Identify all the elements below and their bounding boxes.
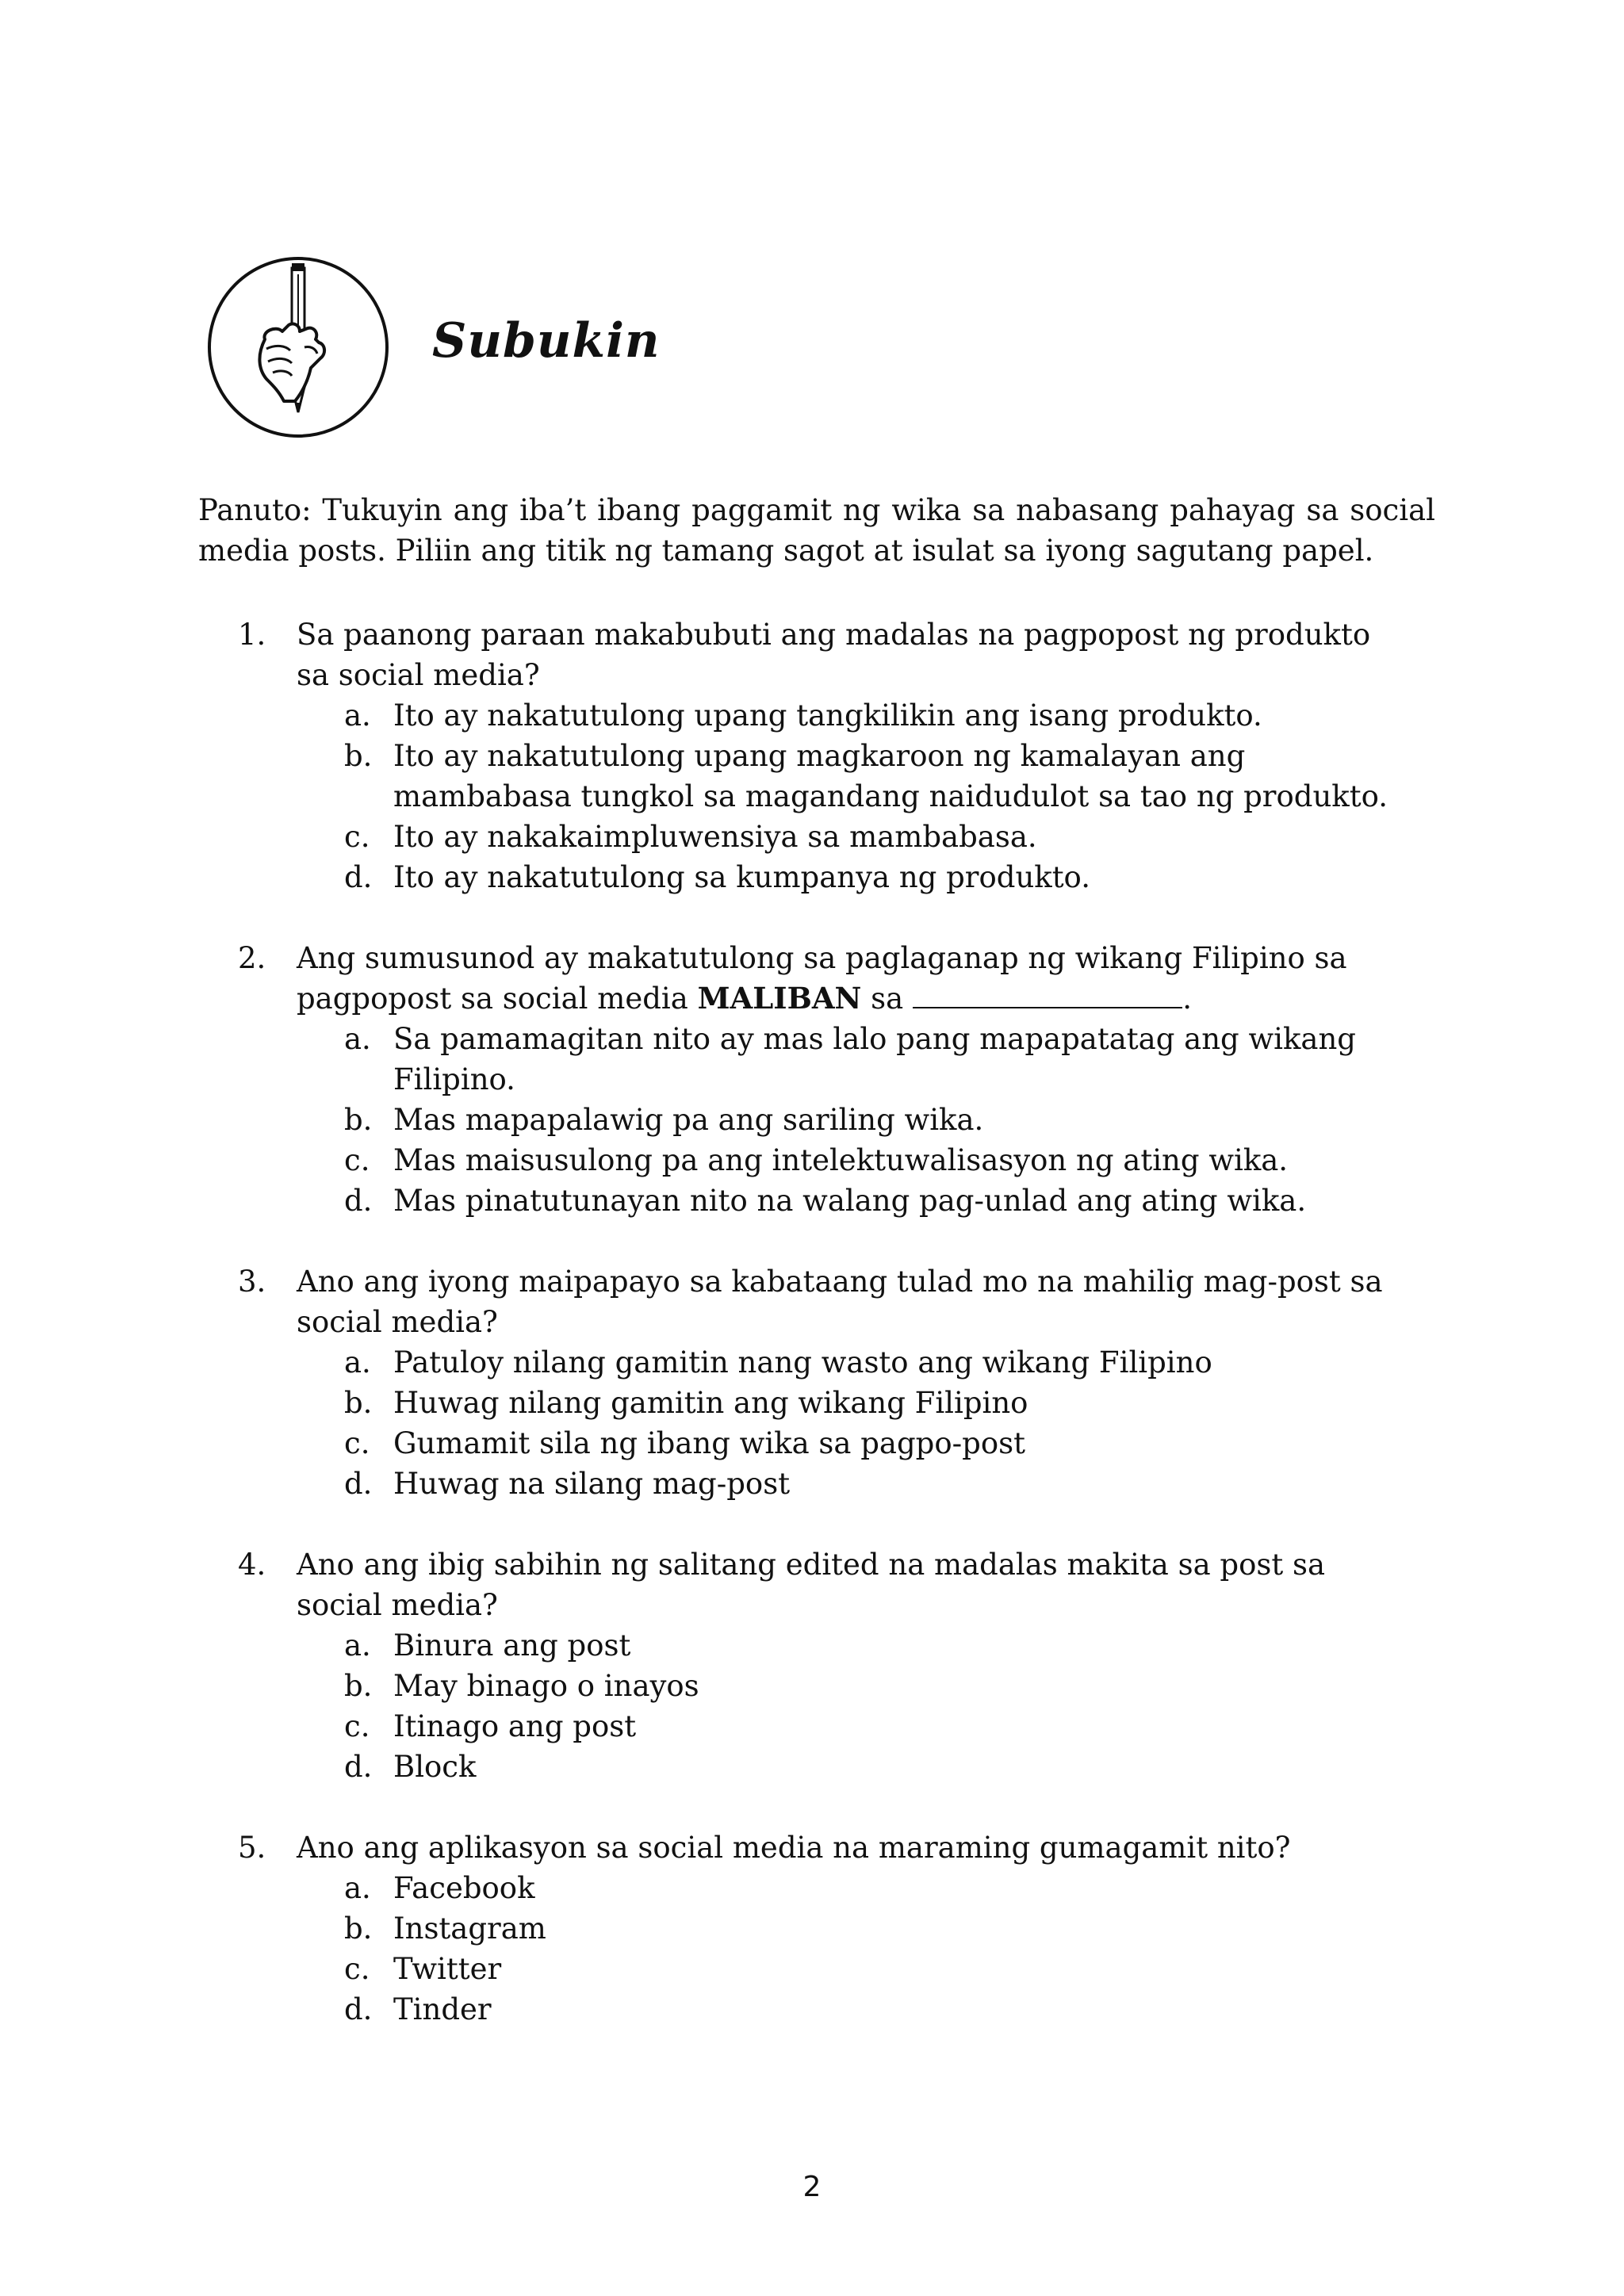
choice-d	[344, 1464, 1451, 1504]
choice-letter: d.	[344, 1992, 373, 2026]
choice-letter: b.	[344, 1669, 373, 1703]
choice-letter: b.	[344, 1386, 373, 1420]
choice-letter: d.	[344, 1467, 373, 1501]
choice-letter: b.	[344, 1911, 373, 1946]
hand-holding-pencil-icon	[200, 246, 396, 449]
choice-text: Block	[393, 1750, 477, 1784]
choice-list	[238, 1625, 1451, 1787]
choice-letter: b.	[344, 739, 373, 773]
question-number: 4.	[238, 1548, 266, 1582]
section-title: Subukin	[432, 313, 661, 369]
choice-b	[344, 1100, 1451, 1140]
question-3	[238, 1261, 1451, 1504]
choice-letter: d.	[344, 860, 373, 894]
choice-d	[344, 1989, 1451, 2030]
choice-d	[344, 1747, 1451, 1787]
answer-blank	[913, 978, 1182, 1008]
choice-letter: a.	[344, 1628, 371, 1663]
choice-letter: d.	[344, 1184, 373, 1218]
question-list	[238, 614, 1451, 2070]
question-text: Ano ang aplikasyon sa social media na maraming gumagamit nito?	[297, 1831, 1291, 1865]
choice-text: Twitter	[393, 1952, 502, 1986]
choice-letter: a.	[344, 1871, 371, 1905]
choice-text: Mas mapapalawig pa ang sariling wika.	[393, 1103, 984, 1137]
question-2	[238, 938, 1451, 1221]
question-number: 2.	[238, 941, 266, 975]
choice-b	[344, 1383, 1451, 1423]
choice-c	[344, 817, 1451, 857]
choice-letter: b.	[344, 1103, 373, 1137]
choice-text: Ito ay nakatutulong upang tangkilikin ang isang produkto.	[393, 698, 1262, 733]
choice-list	[238, 1868, 1451, 2030]
choice-text: Ito ay nakakaimpluwensiya sa mambabasa.	[393, 820, 1037, 854]
choice-text: Instagram	[393, 1911, 546, 1946]
question-text	[297, 938, 1407, 1019]
choice-text: May binago o inayos	[393, 1669, 699, 1703]
question-text-end: .	[1182, 982, 1192, 1016]
choice-letter: a.	[344, 1345, 371, 1380]
choice-c	[344, 1949, 1451, 1989]
choice-letter: d.	[344, 1750, 373, 1784]
choice-a	[344, 1019, 1392, 1100]
choice-letter: a.	[344, 698, 371, 733]
choice-text: Huwag nilang gamitin ang wikang Filipino	[393, 1386, 1028, 1420]
choice-a	[344, 695, 1451, 736]
choice-letter: c.	[344, 1426, 370, 1460]
choice-list	[238, 695, 1451, 897]
choice-text: Tinder	[393, 1992, 492, 2026]
instructions: Panuto: Tukuyin ang iba’t ibang paggamit ng wika sa nabasang pahayag sa social media posts. Piliin ang titik ng tamang sagot at isulat sa iyong sagutang papel.	[198, 493, 1435, 568]
choice-text: Ito ay nakatutulong upang magkaroon ng kamalayan ang mambabasa tungkol sa magandang naidudulot sa tao ng produkto.	[393, 739, 1388, 813]
choice-text: Facebook	[393, 1871, 535, 1905]
question-number: 5.	[238, 1831, 266, 1865]
question-text-start: Ang sumusunod ay makatutulong sa paglaganap ng wikang Filipino sa pagpopost sa social media	[297, 941, 1347, 1016]
choice-letter: a.	[344, 1022, 371, 1056]
choice-letter: c.	[344, 1709, 370, 1743]
choice-text: Ito ay nakatutulong sa kumpanya ng produkto.	[393, 860, 1090, 894]
choice-d	[344, 857, 1451, 897]
choice-list	[238, 1342, 1451, 1504]
question-text: Ano ang ibig sabihin ng salitang edited na madalas makita sa post sa social media?	[297, 1548, 1326, 1622]
choice-text: Binura ang post	[393, 1628, 631, 1663]
emphasis-keyword: MALIBAN	[697, 981, 862, 1016]
choice-d	[344, 1181, 1451, 1221]
question-4	[238, 1544, 1451, 1787]
choice-letter: c.	[344, 1952, 370, 1986]
question-text: Ano ang iyong maipapayo sa kabataang tulad mo na mahilig mag-post sa social media?	[297, 1265, 1383, 1339]
question-text-mid: sa	[871, 982, 904, 1016]
choice-text: Huwag na silang mag-post	[393, 1467, 791, 1501]
question-text: Sa paanong paraan makabubuti ang madalas na pagpopost ng produkto sa social media?	[297, 618, 1371, 692]
choice-b	[344, 736, 1424, 817]
choice-c	[344, 1140, 1451, 1181]
choice-c	[344, 1423, 1451, 1464]
choice-b	[344, 1908, 1451, 1949]
choice-text: Sa pamamagitan nito ay mas lalo pang mapapatatag ang wikang Filipino.	[393, 1022, 1356, 1096]
choice-text: Patuloy nilang gamitin nang wasto ang wikang Filipino	[393, 1345, 1212, 1380]
choice-letter: c.	[344, 1143, 370, 1177]
question-1	[238, 614, 1451, 897]
choice-c	[344, 1706, 1451, 1747]
choice-text: Mas pinatutunayan nito na walang pag-unlad ang ating wika.	[393, 1184, 1307, 1218]
choice-letter: c.	[344, 820, 370, 854]
question-5	[238, 1827, 1451, 2030]
choice-text: Mas maisusulong pa ang intelektuwalisasyon ng ating wika.	[393, 1143, 1289, 1177]
choice-list	[238, 1019, 1451, 1221]
choice-text: Gumamit sila ng ibang wika sa pagpo-post	[393, 1426, 1025, 1460]
choice-b	[344, 1666, 1451, 1706]
page-number: 2	[802, 2171, 822, 2203]
choice-a	[344, 1868, 1451, 1908]
question-number: 1.	[238, 618, 266, 652]
choice-text: Itinago ang post	[393, 1709, 637, 1743]
choice-a	[344, 1342, 1451, 1383]
choice-a	[344, 1625, 1451, 1666]
question-number: 3.	[238, 1265, 266, 1299]
